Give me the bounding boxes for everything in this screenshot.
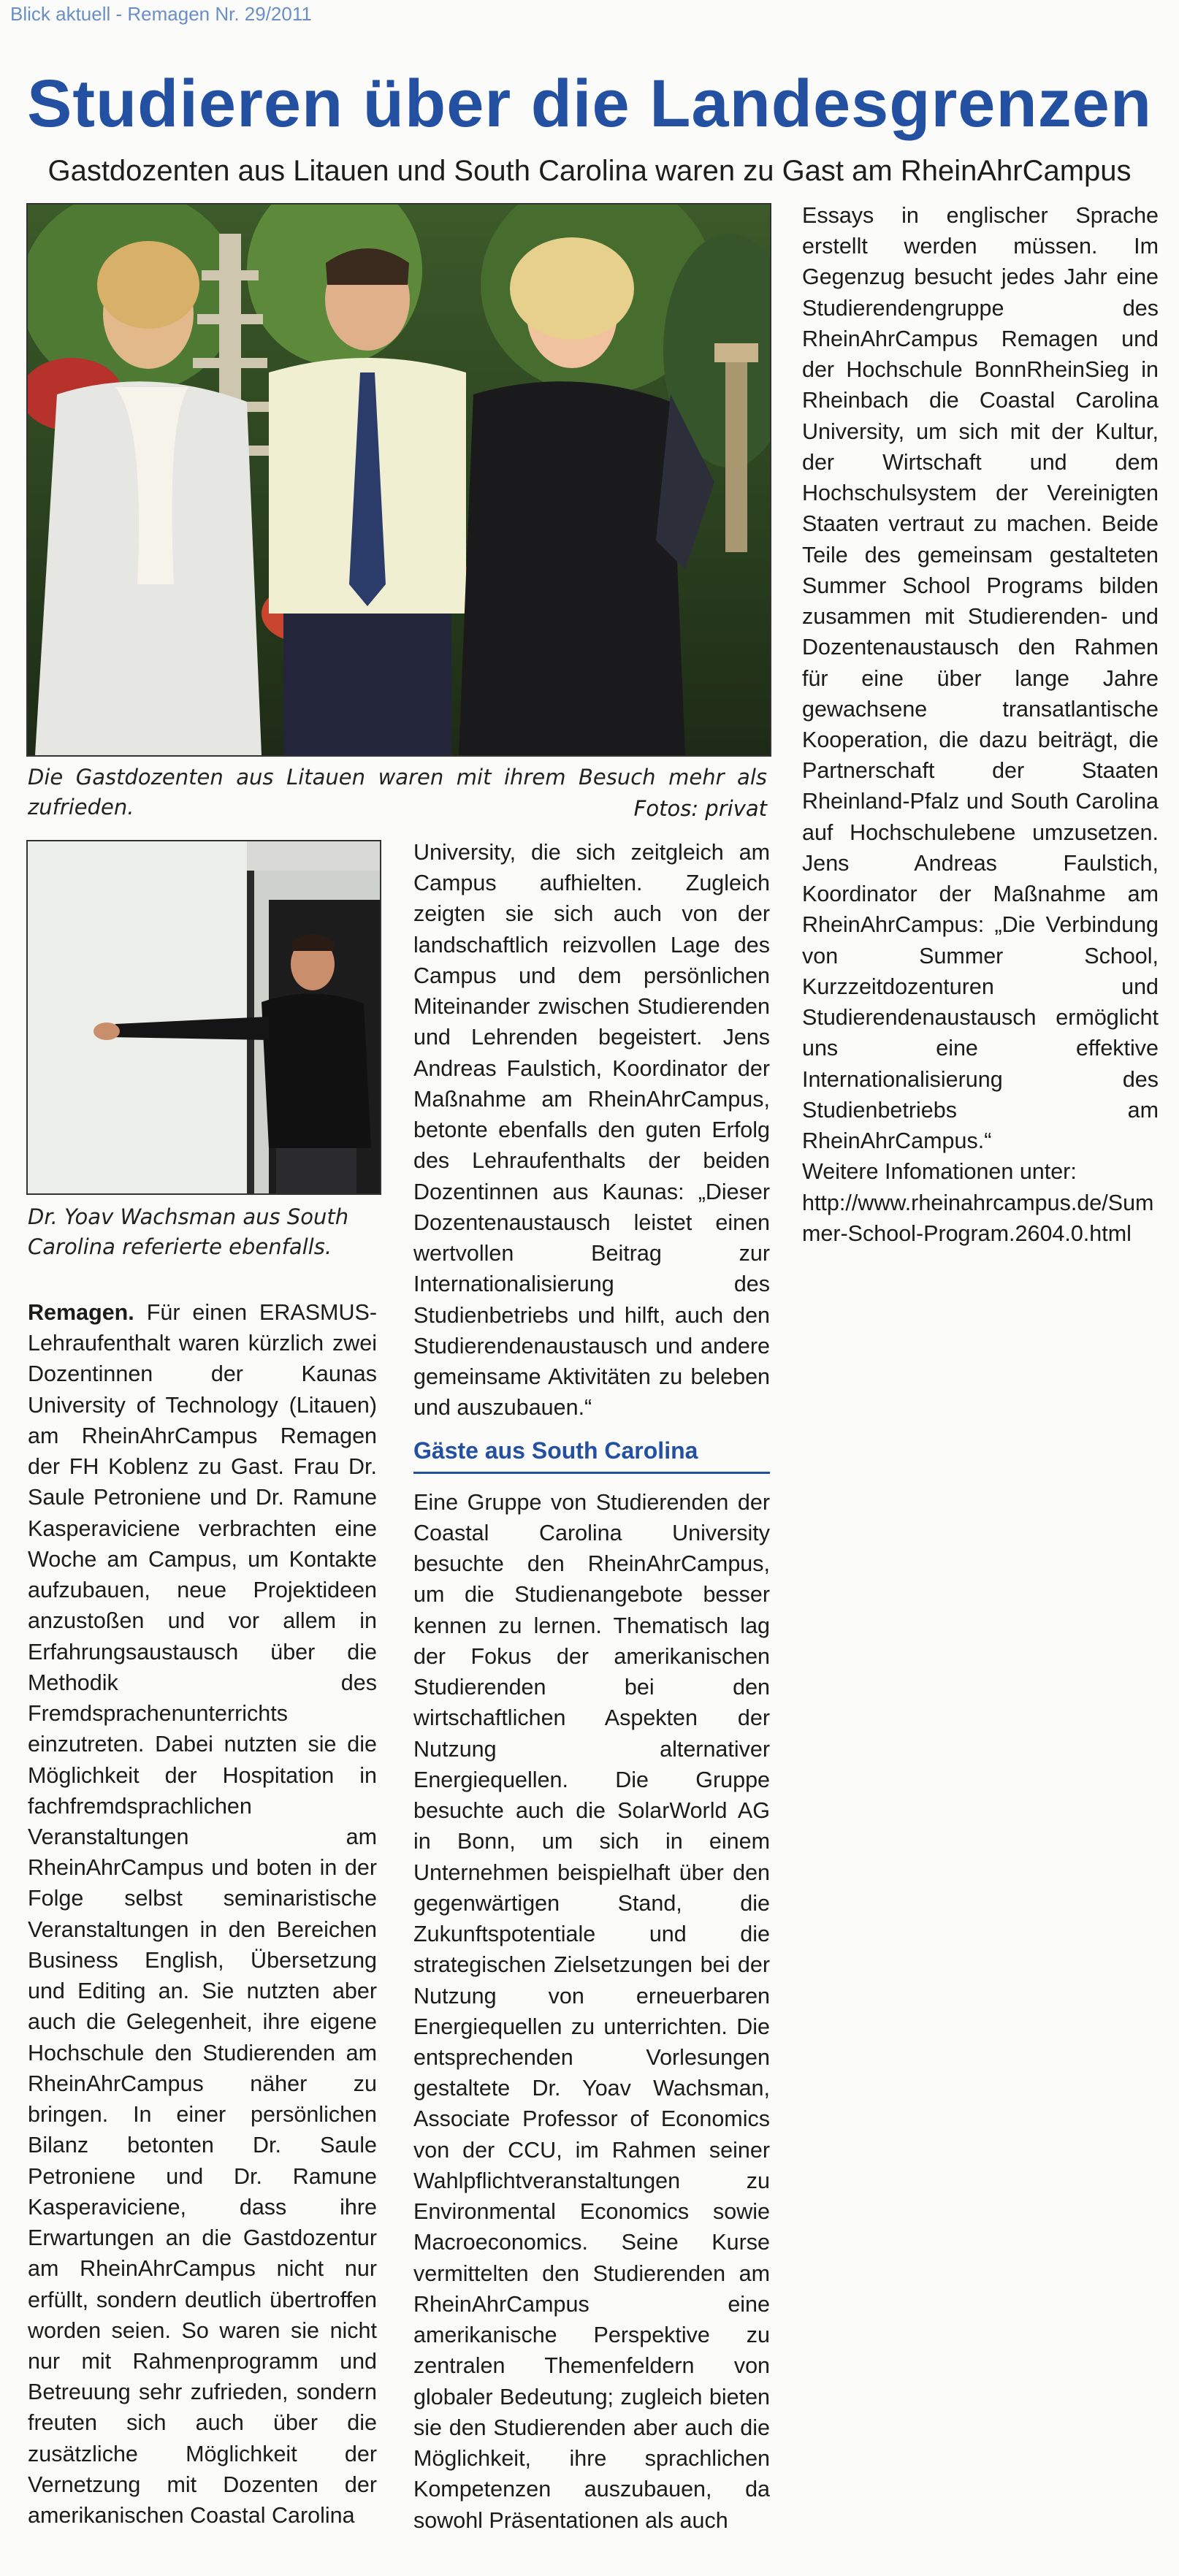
article-column-2 — [413, 837, 770, 2536]
subsection-title: Gäste aus South Carolina — [413, 1434, 770, 1473]
photo-credit: Fotos: privat — [633, 796, 767, 821]
dateline: Remagen. — [28, 1300, 134, 1325]
group-photo-caption: Die Gastdozenten aus Litauen waren mit ihrem Besuch mehr als zufrieden. — [28, 765, 767, 820]
group-photo-image — [28, 205, 770, 755]
lecturer-photo-image — [28, 841, 380, 1193]
headline: Studieren über die Landesgrenzen — [26, 66, 1153, 141]
masthead: Blick aktuell - Remagen Nr. 29/2011 — [10, 3, 312, 25]
article-column-3 — [802, 200, 1159, 1249]
group-photo — [26, 203, 771, 757]
column-1-text: Für einen ERASMUS-Lehraufenthalt waren kürzlich zwei Dozentinnen der Kaunas University of Technology (Litauen) am RheinAhrCampus Remagen der FH Koblenz zu Gast. Frau Dr. Saule Petroniene und Dr. Ramune Kasperaviciene verbrachten eine Woche am Campus, um Kontakte aufzubauen, neue Projektideen anzustoßen und vor allem in Erfahrungsaustausch über die Methodik des Fremdsprachenunterrichts einzutreten. Dabei nutzten sie die Möglichkeit der Hospitation in fachfremdsprachlichen Veranstaltungen am RheinAhrCampus und boten in der Folge selbst seminaristische Veranstaltungen in den Bereichen Business English, Übersetzung und Editing an. Sie nutzten aber auch die Gelegenheit, ihre eigene Hochschule den Studierenden am RheinAhrCampus näher zu bringen. In einer persönlichen Bilanz betonten Dr. Saule Petroniene und Dr. Ramune Kasperaviciene, dass ihre Erwartungen an die Gastdozentur am RheinAhrCampus nicht nur erfüllt, sondern deutlich übertroffen worden seien. So waren sie nicht nur mit Rahmenprogramm und Betreuung sehr zufrieden, sondern freuten sich auch über die zusätzliche Möglichkeit der Vernetzung mit Dozenten der amerikanischen Coastal Carolina — [28, 1300, 377, 2529]
lecturer-photo-caption: Dr. Yoav Wachsman aus South Carolina referierte ebenfalls. — [28, 1204, 349, 1260]
column-2-text-bottom: Eine Gruppe von Studierenden der Coastal Carolina University besuchte den RheinAhrCampus, um die Studienangebote besser kennen zu lernen. Thematisch lag der Fokus der amerikanischen Studierenden bei den wirtschaftlichen Aspekten der Nutzung alternativer Energiequellen. Die Gruppe besuchte auch die SolarWorld AG in Bonn, um sich in einem Unternehmen beispielhaft über den gegenwärtigen Stand, die Zukunftspotentiale und die strategischen Zielsetzungen bei der Nutzung von erneuerbaren Energiequellen zu unterrichten. Die entsprechenden Vorlesungen gestaltete Dr. Yoav Wachsman, Associate Professor of Economics von der CCU, im Rahmen seiner Wahlpflichtveranstaltungen zu Environmental Economics sowie Macroeconomics. Seine Kurse vermittelten den Studierenden am RheinAhrCampus eine amerikanische Perspektive zu zentralen Themenfeldern von globaler Bedeutung; zugleich bieten sie den Studierenden aber auch die Möglichkeit, ihre sprachlichen Kompetenzen auszubauen, da sowohl Präsentationen als auch — [413, 1489, 770, 2533]
article-column-1 — [28, 1297, 377, 2531]
column-2-text-top: University, die sich zeitgleich am Campus aufhielten. Zugleich zeigten sie sich auch von der landschaftlich reizvollen Lage des Campus und dem persönlichen Miteinander zwischen Studierenden und Lehrenden begeistert. Jens Andreas Faulstich, Koordinator der Maßnahme am RheinAhrCampus, betonte ebenfalls den guten Erfolg des Lehraufenthalts der beiden Dozentinnen aus Kaunas: „Dieser Dozentenaustausch leistet einen wertvollen Beitrag zur Internationalisierung des Studienbetriebs und hilft, auch den Studierendenaustausch und andere gemeinsame Aktivitäten zu beleben und auszubauen.“ — [413, 840, 770, 1421]
lecturer-photo — [26, 840, 381, 1195]
subhead: Gastdozenten aus Litauen und South Carolina waren zu Gast am RheinAhrCampus — [47, 155, 1132, 187]
more-info-link[interactable]: http://www.rheinahrcampus.de/Summer-School-Program.2604.0.html — [802, 1190, 1154, 1246]
more-info-label: Weitere Infomationen unter: — [802, 1159, 1077, 1185]
column-3-text: Essays in englischer Sprache erstellt werden müssen. Im Gegenzug besucht jedes Jahr eine Studierendengruppe des RheinAhrCampus Remagen und der Hochschule BonnRheinSieg in Rheinbach die Coastal Carolina University, um sich mit der Kultur, der Wirtschaft und dem Hochschulsystem der Vereinigten Staaten vertraut zu machen. Beide Teile des gemeinsam gestalteten Summer School Programs bilden zusammen mit Studierenden- und Dozentenaustausch den Rahmen für eine über lange Jahre gewachsene transatlantische Kooperation, die dazu beiträgt, die Partnerschaft der Staaten Rheinland-Pfalz und South Carolina auf Hochschulebene umzusetzen. Jens Andreas Faulstich, Koordinator der Maßnahme am RheinAhrCampus: „Die Verbindung von Summer School, Kurzzeitdozenturen und Studierendenaustausch ermöglicht uns eine effektive Internationalisierung des Studienbetriebs am RheinAhrCampus.“ — [802, 203, 1159, 1154]
